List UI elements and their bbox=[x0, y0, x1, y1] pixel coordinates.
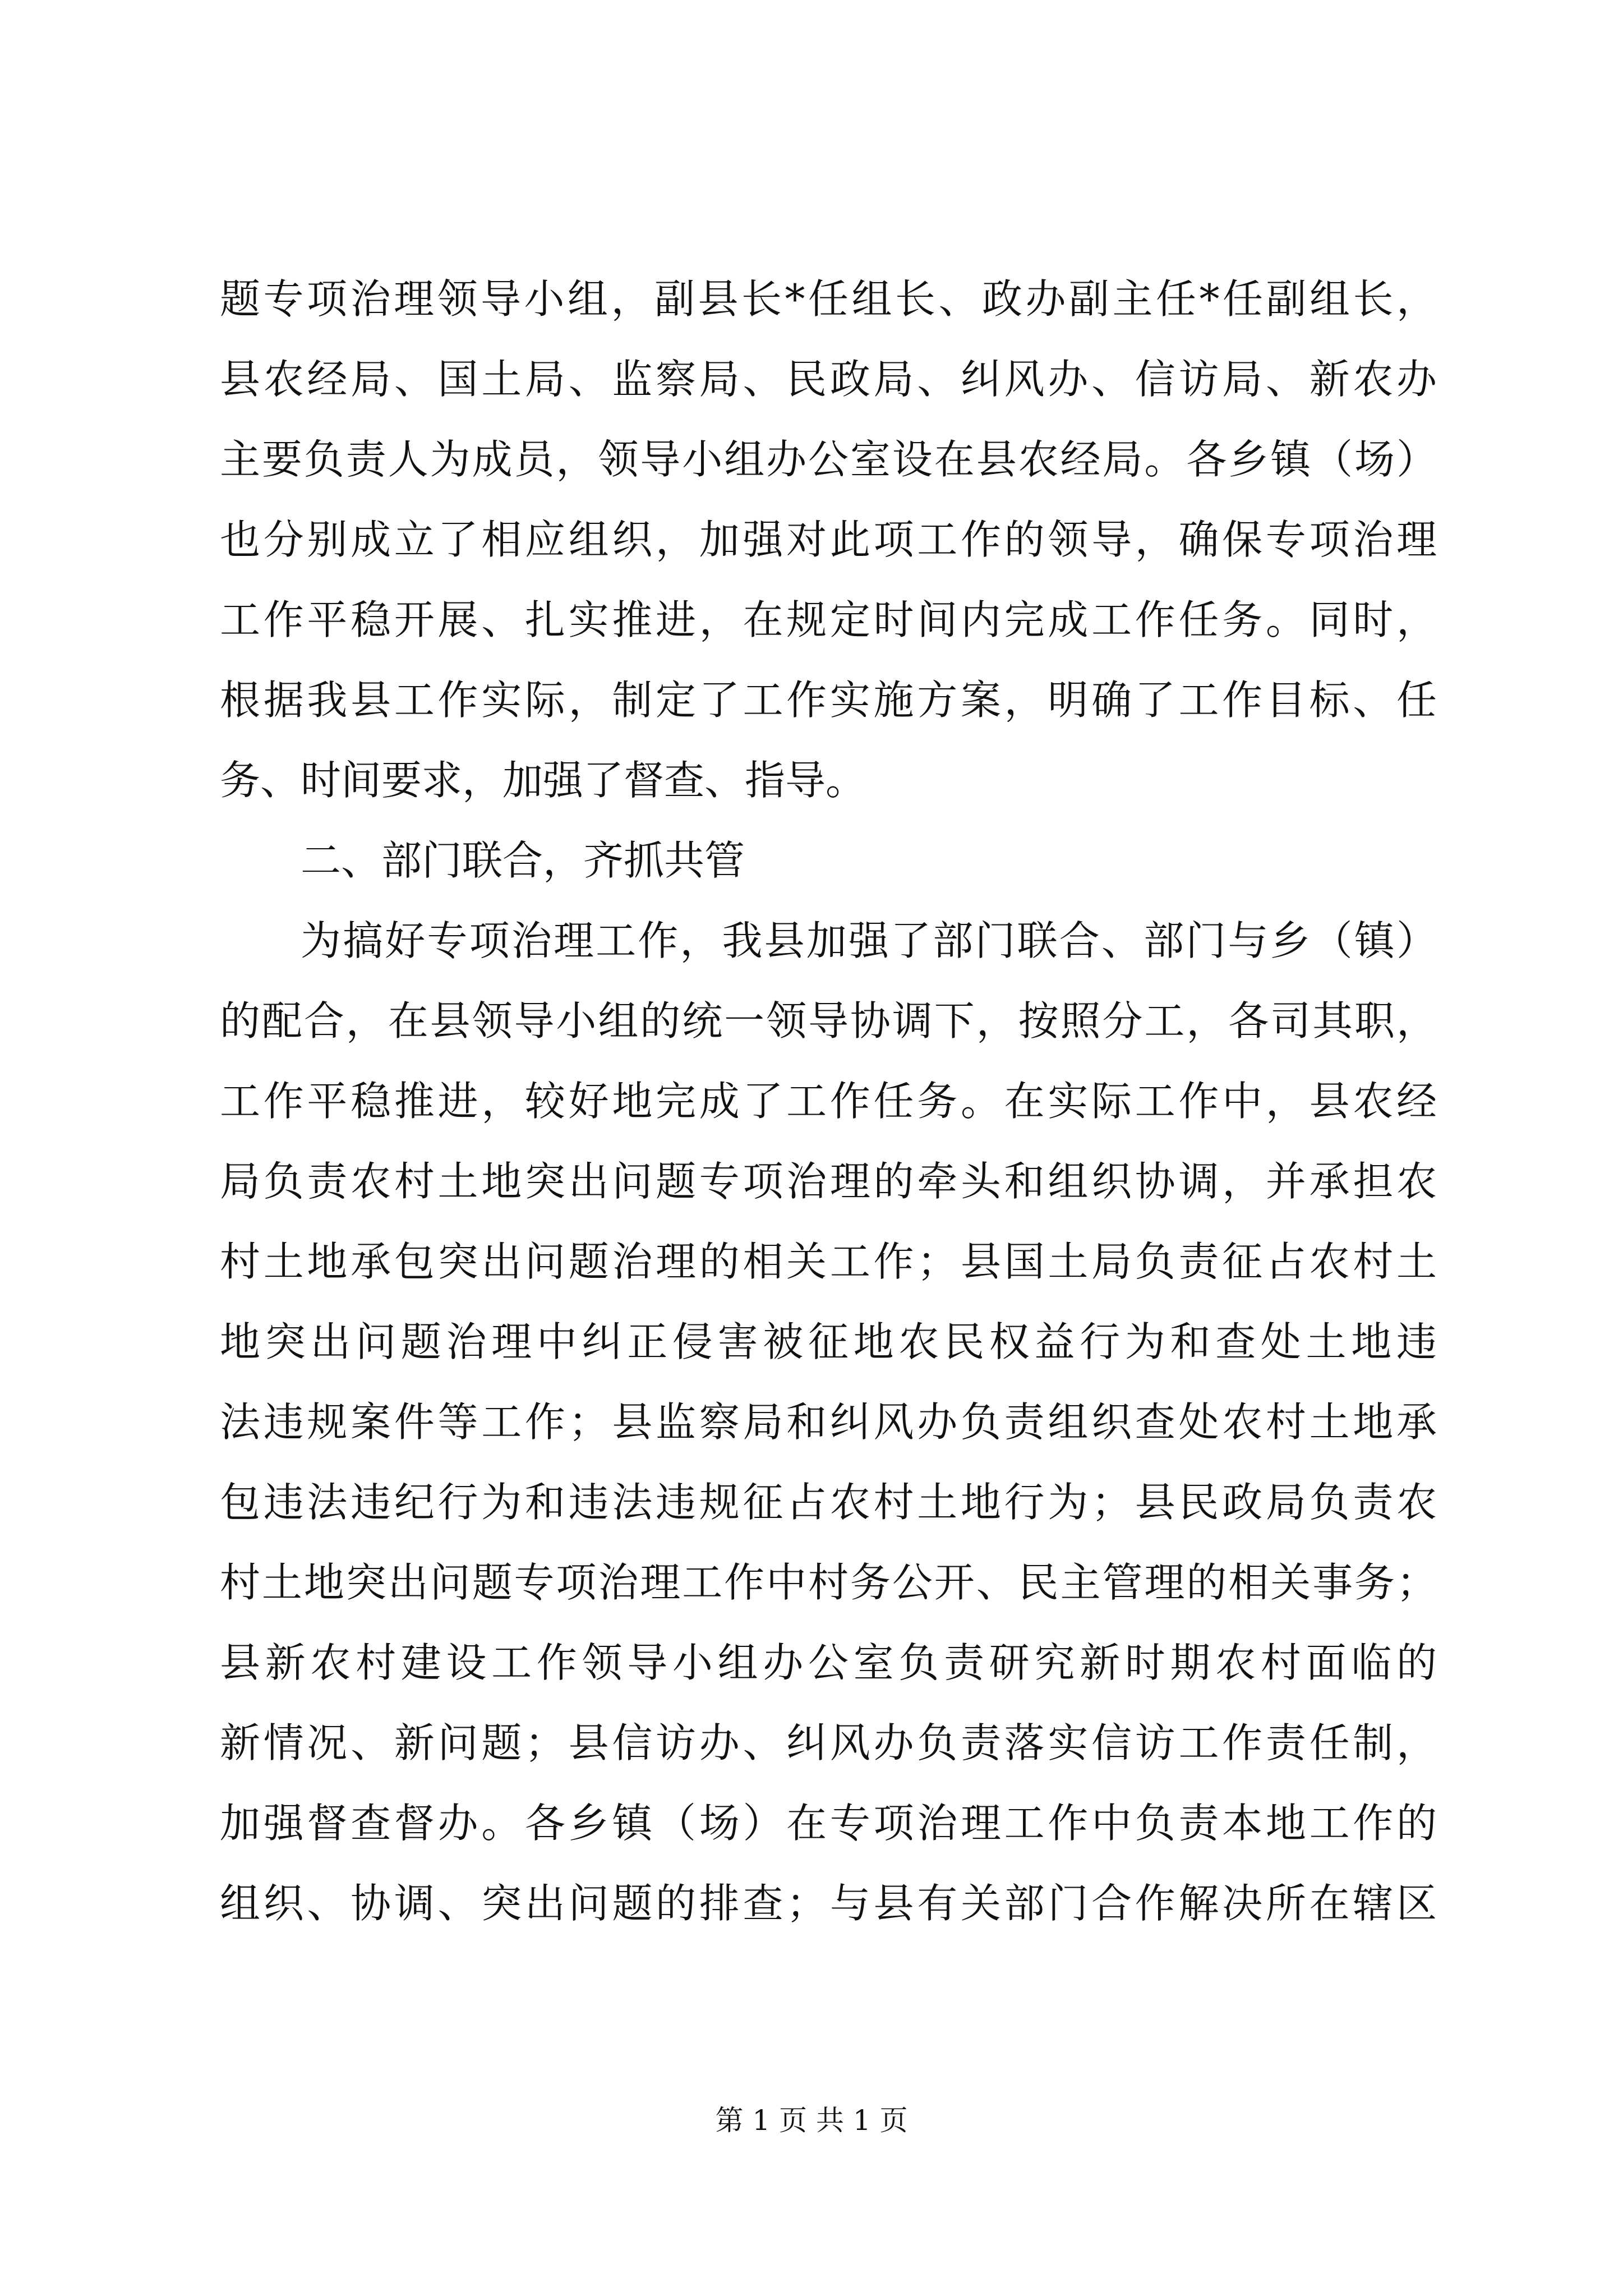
body-line: 工作平稳推进，较好地完成了工作任务。在实际工作中，县农经 bbox=[220, 1078, 1437, 1125]
section-heading: 二、部门联合，齐抓共管 bbox=[301, 837, 745, 884]
body-line: 县农经局、国土局、监察局、民政局、纠风办、信访局、新农办 bbox=[220, 356, 1437, 403]
body-line: 县新农村建设工作领导小组办公室负责研究新时期农村面临的 bbox=[220, 1639, 1437, 1686]
body-line: 村土地突出问题专项治理工作中村务公开、民主管理的相关事务； bbox=[220, 1559, 1437, 1606]
body-line: 局负责农村土地突出问题专项治理的牵头和组织协调，并承担农 bbox=[220, 1158, 1437, 1205]
body-line: 也分别成立了相应组织，加强对此项工作的领导，确保专项治理 bbox=[220, 516, 1437, 563]
body-line: 地突出问题治理中纠正侵害被征地农民权益行为和查处土地违 bbox=[220, 1318, 1437, 1365]
body-line: 法违规案件等工作；县监察局和纠风办负责组织查处农村土地承 bbox=[220, 1398, 1437, 1446]
body-line: 主要负责人为成员，领导小组办公室设在县农经局。各乡镇（场） bbox=[220, 436, 1437, 483]
body-line: 根据我县工作实际，制定了工作实施方案，明确了工作目标、任 bbox=[220, 677, 1437, 724]
body-line: 村土地承包突出问题治理的相关工作；县国土局负责征占农村土 bbox=[220, 1238, 1437, 1285]
body-line: 务、时间要求，加强了督查、指导。 bbox=[220, 757, 866, 804]
body-line: 新情况、新问题；县信访办、纠风办负责落实信访工作责任制， bbox=[220, 1719, 1437, 1766]
body-line: 工作平稳开展、扎实推进，在规定时间内完成工作任务。同时， bbox=[220, 596, 1437, 643]
body-line: 为搞好专项治理工作，我县加强了部门联合、部门与乡（镇） bbox=[301, 917, 1437, 964]
body-line: 的配合，在县领导小组的统一领导协调下，按照分工，各司其职， bbox=[220, 997, 1437, 1045]
page-footer: 第 1 页 共 1 页 bbox=[715, 2104, 908, 2137]
body-line: 包违法违纪行为和违法违规征占农村土地行为；县民政局负责农 bbox=[220, 1479, 1437, 1526]
document-body bbox=[220, 259, 1437, 1944]
body-line: 加强督查督办。各乡镇（场）在专项治理工作中负责本地工作的 bbox=[220, 1800, 1437, 1847]
body-line: 组织、协调、突出问题的排查；与县有关部门合作解决所在辖区 bbox=[220, 1880, 1437, 1927]
body-line: 题专项治理领导小组，副县长*任组长、政办副主任*任副组长， bbox=[220, 275, 1437, 323]
